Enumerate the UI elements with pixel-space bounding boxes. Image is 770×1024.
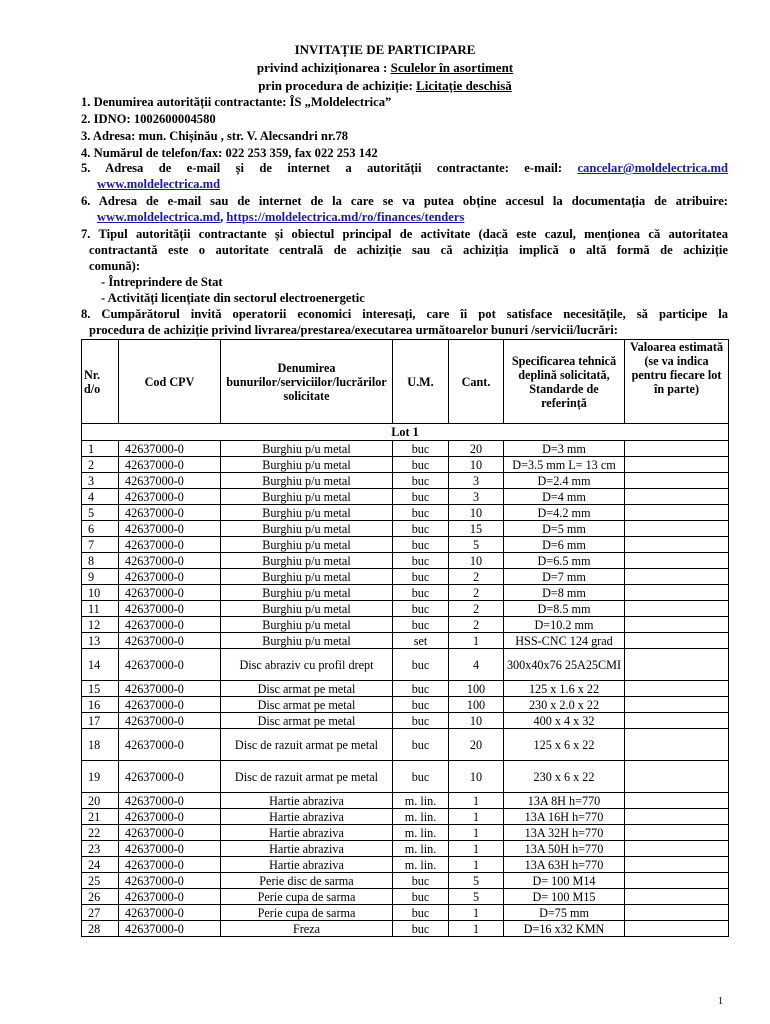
row-number: 16 [82,697,119,713]
row-number: 22 [82,825,119,841]
row-number: 27 [82,905,119,921]
lot-label: Lot 1 [82,424,729,441]
estimated-value [625,841,729,857]
cpv-code: 42637000-0 [119,841,221,857]
table-row [82,729,729,761]
specification: D=8.5 mm [504,601,625,617]
quantity: 1 [449,633,504,649]
item-name: Burghiu p/u metal [221,457,393,473]
unit: buc [393,441,449,457]
cpv-code: 42637000-0 [119,569,221,585]
header-value: Valoarea estimată (se va indica pentru fiecare lot în parte) [625,340,729,424]
estimated-value [625,505,729,521]
cpv-code: 42637000-0 [119,473,221,489]
specification: D=75 mm [504,905,625,921]
estimated-value [625,681,729,697]
table-row [82,585,729,601]
row-number: 28 [82,921,119,937]
item-8-line-1: 8. Cumpărătorul invită operatorii economici interesați, care îi pot satisface necesitățile, să participe la [81,307,728,321]
item-name: Burghiu p/u metal [221,617,393,633]
unit: buc [393,585,449,601]
row-number: 23 [82,841,119,857]
item-name: Disc de razuit armat pe metal [221,729,393,761]
specification: 125 x 6 x 22 [504,729,625,761]
quantity: 2 [449,601,504,617]
estimated-value [625,617,729,633]
item-name: Burghiu p/u metal [221,489,393,505]
unit: buc [393,729,449,761]
unit: m. lin. [393,793,449,809]
cpv-code: 42637000-0 [119,857,221,873]
table-row [82,889,729,905]
row-number: 10 [82,585,119,601]
estimated-value [625,569,729,585]
estimated-value [625,649,729,681]
row-number: 13 [82,633,119,649]
row-number: 12 [82,617,119,633]
estimated-value [625,457,729,473]
unit: buc [393,697,449,713]
cpv-code: 42637000-0 [119,601,221,617]
estimated-value [625,921,729,937]
row-number: 5 [82,505,119,521]
subtitle-procedure-prefix: prin procedura de achiziție: [258,78,417,93]
item-7-bullet-1: - Întreprindere de Stat [101,275,223,289]
specification: D=2.4 mm [504,473,625,489]
table-row [82,649,729,681]
cpv-code: 42637000-0 [119,793,221,809]
lot-row [82,424,729,441]
row-number: 11 [82,601,119,617]
specification: D=16 x32 KMN [504,921,625,937]
item-7-line-3: comună): [89,259,141,273]
specification: 13A 63H h=770 [504,857,625,873]
table-row [82,857,729,873]
quantity: 1 [449,841,504,857]
item-name: Perie cupa de sarma [221,889,393,905]
table-row [82,921,729,937]
unit: buc [393,713,449,729]
specification: D=5 mm [504,521,625,537]
quantity: 1 [449,905,504,921]
table-row [82,905,729,921]
table-row [82,841,729,857]
estimated-value [625,793,729,809]
unit: buc [393,457,449,473]
row-number: 6 [82,521,119,537]
item-8-line-2: procedura de achiziție privind livrarea/prestarea/executarea următoarelor bunuri /servicii/lucrări: [89,323,618,337]
quantity: 5 [449,873,504,889]
quantity: 10 [449,713,504,729]
quantity: 5 [449,889,504,905]
row-number: 24 [82,857,119,873]
row-number: 4 [82,489,119,505]
item-name: Burghiu p/u metal [221,569,393,585]
unit: buc [393,889,449,905]
specification: 125 x 1.6 x 22 [504,681,625,697]
cpv-code: 42637000-0 [119,649,221,681]
table-row [82,633,729,649]
procedure-type: Licitație deschisă [416,78,512,93]
subtitle-object [0,60,770,76]
table-row [82,569,729,585]
table-row [82,553,729,569]
estimated-value [625,521,729,537]
header-nr: Nr. d/o [82,340,119,424]
item-name: Perie cupa de sarma [221,905,393,921]
table-row [82,537,729,553]
subtitle-object-prefix: privind achiziționarea : [256,60,391,75]
row-number: 25 [82,873,119,889]
cpv-code: 42637000-0 [119,633,221,649]
table-row [82,521,729,537]
row-number: 3 [82,473,119,489]
row-number: 26 [82,889,119,905]
cpv-code: 42637000-0 [119,825,221,841]
row-number: 15 [82,681,119,697]
item-name: Burghiu p/u metal [221,553,393,569]
unit: buc [393,761,449,793]
table-row [82,489,729,505]
quantity: 2 [449,569,504,585]
row-number: 9 [82,569,119,585]
item-name: Burghiu p/u metal [221,441,393,457]
item-7-bullet-2: - Activități licențiate din sectorul electroenergetic [101,291,365,305]
estimated-value [625,809,729,825]
specification: 13A 16H h=770 [504,809,625,825]
table-body [82,424,729,937]
quantity: 20 [449,729,504,761]
quantity: 4 [449,649,504,681]
estimated-value [625,889,729,905]
item-3: 3. Adresa: mun. Chișinău , str. V. Alecsandri nr.78 [81,129,349,143]
quantity: 2 [449,585,504,601]
cpv-code: 42637000-0 [119,889,221,905]
cpv-code: 42637000-0 [119,873,221,889]
row-number: 19 [82,761,119,793]
row-number: 7 [82,537,119,553]
item-name: Burghiu p/u metal [221,633,393,649]
estimated-value [625,697,729,713]
estimated-value [625,537,729,553]
cpv-code: 42637000-0 [119,553,221,569]
specification: D= 100 M14 [504,873,625,889]
row-number: 18 [82,729,119,761]
specification: 400 x 4 x 32 [504,713,625,729]
header-qty: Cant. [449,340,504,424]
unit: buc [393,873,449,889]
table-row [82,473,729,489]
estimated-value [625,553,729,569]
specification: D=6.5 mm [504,553,625,569]
item-name: Burghiu p/u metal [221,601,393,617]
quantity: 1 [449,825,504,841]
item-name: Perie disc de sarma [221,873,393,889]
estimated-value [625,473,729,489]
email-link[interactable]: cancelar@moldelectrica.md [577,161,728,175]
unit: buc [393,601,449,617]
quantity: 1 [449,921,504,937]
specification: 13A 8H h=770 [504,793,625,809]
unit: m. lin. [393,809,449,825]
item-name: Freza [221,921,393,937]
specification: D= 100 M15 [504,889,625,905]
estimated-value [625,633,729,649]
item-5-text: 5. Adresa de e-mail și de internet a autorității contractante: e-mail: [81,161,563,175]
cpv-code: 42637000-0 [119,585,221,601]
row-number: 2 [82,457,119,473]
unit: buc [393,537,449,553]
cpv-code: 42637000-0 [119,505,221,521]
procurement-object: Sculelor în asortiment [390,60,514,75]
item-5-web [97,176,220,192]
unit: buc [393,489,449,505]
website-link[interactable]: www.moldelectrica.md [97,177,221,191]
item-name: Burghiu p/u metal [221,521,393,537]
item-name: Burghiu p/u metal [221,473,393,489]
item-name: Hartie abraziva [221,793,393,809]
unit: m. lin. [393,825,449,841]
item-name: Hartie abraziva [221,809,393,825]
table-header-row [82,340,729,424]
cpv-code: 42637000-0 [119,809,221,825]
item-7-line-1: 7. Tipul autorității contractante și obiectul principal de activitate (dacă este cazul, menționea că autoritatea [81,227,728,241]
specification: D=8 mm [504,585,625,601]
unit: buc [393,553,449,569]
cpv-code: 42637000-0 [119,489,221,505]
specification: 13A 50H h=770 [504,841,625,857]
cpv-code: 42637000-0 [119,521,221,537]
cpv-code: 42637000-0 [119,761,221,793]
item-4: 4. Numărul de telefon/fax: 022 253 359, fax 022 253 142 [81,146,378,160]
cpv-code: 42637000-0 [119,921,221,937]
unit: m. lin. [393,857,449,873]
table-row [82,793,729,809]
page-number: 1 [718,996,723,1007]
specification: HSS-CNC 124 grad [504,633,625,649]
quantity: 1 [449,857,504,873]
estimated-value [625,761,729,793]
header-cpv: Cod CPV [119,340,221,424]
quantity: 5 [449,537,504,553]
tenders-link[interactable]: https://moldelectrica.md/ro/finances/tenders [226,210,465,224]
specification: D=3 mm [504,441,625,457]
row-number: 21 [82,809,119,825]
row-number: 14 [82,649,119,681]
header-spec: Specificarea tehnică deplină solicitată, Standarde de referință [504,340,625,424]
unit: buc [393,569,449,585]
item-1: 1. Denumirea autorității contractante: ÎS „Moldelectrica” [81,95,392,109]
item-7-line-2: contractantă este o autoritate centrală de achiziție sau că achiziția implică o altă formă de achiziție [89,243,728,257]
unit: buc [393,921,449,937]
item-name: Disc armat pe metal [221,681,393,697]
estimated-value [625,489,729,505]
website-link-2[interactable]: www.moldelectrica.md [97,210,221,224]
quantity: 15 [449,521,504,537]
specification: 300x40x76 25A25CMI [504,649,625,681]
cpv-code: 42637000-0 [119,697,221,713]
table-row [82,713,729,729]
specification: D=10.2 mm [504,617,625,633]
row-number: 17 [82,713,119,729]
header-um: U.M. [393,340,449,424]
quantity: 1 [449,809,504,825]
specification: D=4.2 mm [504,505,625,521]
cpv-code: 42637000-0 [119,617,221,633]
estimated-value [625,825,729,841]
row-number: 20 [82,793,119,809]
table-row [82,825,729,841]
quantity: 2 [449,617,504,633]
item-name: Disc armat pe metal [221,697,393,713]
estimated-value [625,905,729,921]
quantity: 100 [449,697,504,713]
quantity: 10 [449,761,504,793]
goods-table [81,339,729,937]
link-separator: , [220,210,227,224]
specification: 230 x 6 x 22 [504,761,625,793]
item-name: Disc abraziv cu profil drept [221,649,393,681]
item-name: Burghiu p/u metal [221,537,393,553]
item-2: 2. IDNO: 1002600004580 [81,112,216,126]
header-name: Denumirea bunurilor/serviciilor/lucrărilor solicitate [221,340,393,424]
specification: 230 x 2.0 x 22 [504,697,625,713]
quantity: 10 [449,505,504,521]
estimated-value [625,729,729,761]
specification: D=3.5 mm L= 13 cm [504,457,625,473]
specification: D=6 mm [504,537,625,553]
subtitle-procedure [0,78,770,94]
item-6: 6. Adresa de e-mail sau de internet de la care se va putea obține accesul la documentația de atribuire: [81,194,728,208]
item-name: Disc de razuit armat pe metal [221,761,393,793]
row-number: 1 [82,441,119,457]
quantity: 20 [449,441,504,457]
unit: buc [393,505,449,521]
cpv-code: 42637000-0 [119,457,221,473]
item-name: Disc armat pe metal [221,713,393,729]
unit: buc [393,681,449,697]
quantity: 3 [449,489,504,505]
item-name: Hartie abraziva [221,841,393,857]
specification: D=4 mm [504,489,625,505]
table-row [82,681,729,697]
cpv-code: 42637000-0 [119,729,221,761]
estimated-value [625,713,729,729]
specification: 13A 32H h=770 [504,825,625,841]
estimated-value [625,601,729,617]
row-number: 8 [82,553,119,569]
item-name: Burghiu p/u metal [221,585,393,601]
item-6-links [97,209,464,225]
table-row [82,441,729,457]
unit: buc [393,905,449,921]
table-row [82,761,729,793]
table-row [82,809,729,825]
estimated-value [625,873,729,889]
cpv-code: 42637000-0 [119,905,221,921]
unit: buc [393,649,449,681]
specification: D=7 mm [504,569,625,585]
unit: set [393,633,449,649]
item-5 [81,160,728,176]
unit: buc [393,521,449,537]
quantity: 1 [449,793,504,809]
item-name: Hartie abraziva [221,825,393,841]
table-row [82,617,729,633]
estimated-value [625,441,729,457]
unit: buc [393,617,449,633]
document-title: INVITAȚIE DE PARTICIPARE [294,42,476,57]
cpv-code: 42637000-0 [119,681,221,697]
estimated-value [625,585,729,601]
table-row [82,457,729,473]
item-name: Burghiu p/u metal [221,505,393,521]
quantity: 100 [449,681,504,697]
cpv-code: 42637000-0 [119,713,221,729]
cpv-code: 42637000-0 [119,537,221,553]
quantity: 10 [449,457,504,473]
quantity: 10 [449,553,504,569]
cpv-code: 42637000-0 [119,441,221,457]
table-row [82,697,729,713]
estimated-value [625,857,729,873]
table-row [82,601,729,617]
unit: m. lin. [393,841,449,857]
quantity: 3 [449,473,504,489]
unit: buc [393,473,449,489]
item-name: Hartie abraziva [221,857,393,873]
table-row [82,873,729,889]
table-row [82,505,729,521]
